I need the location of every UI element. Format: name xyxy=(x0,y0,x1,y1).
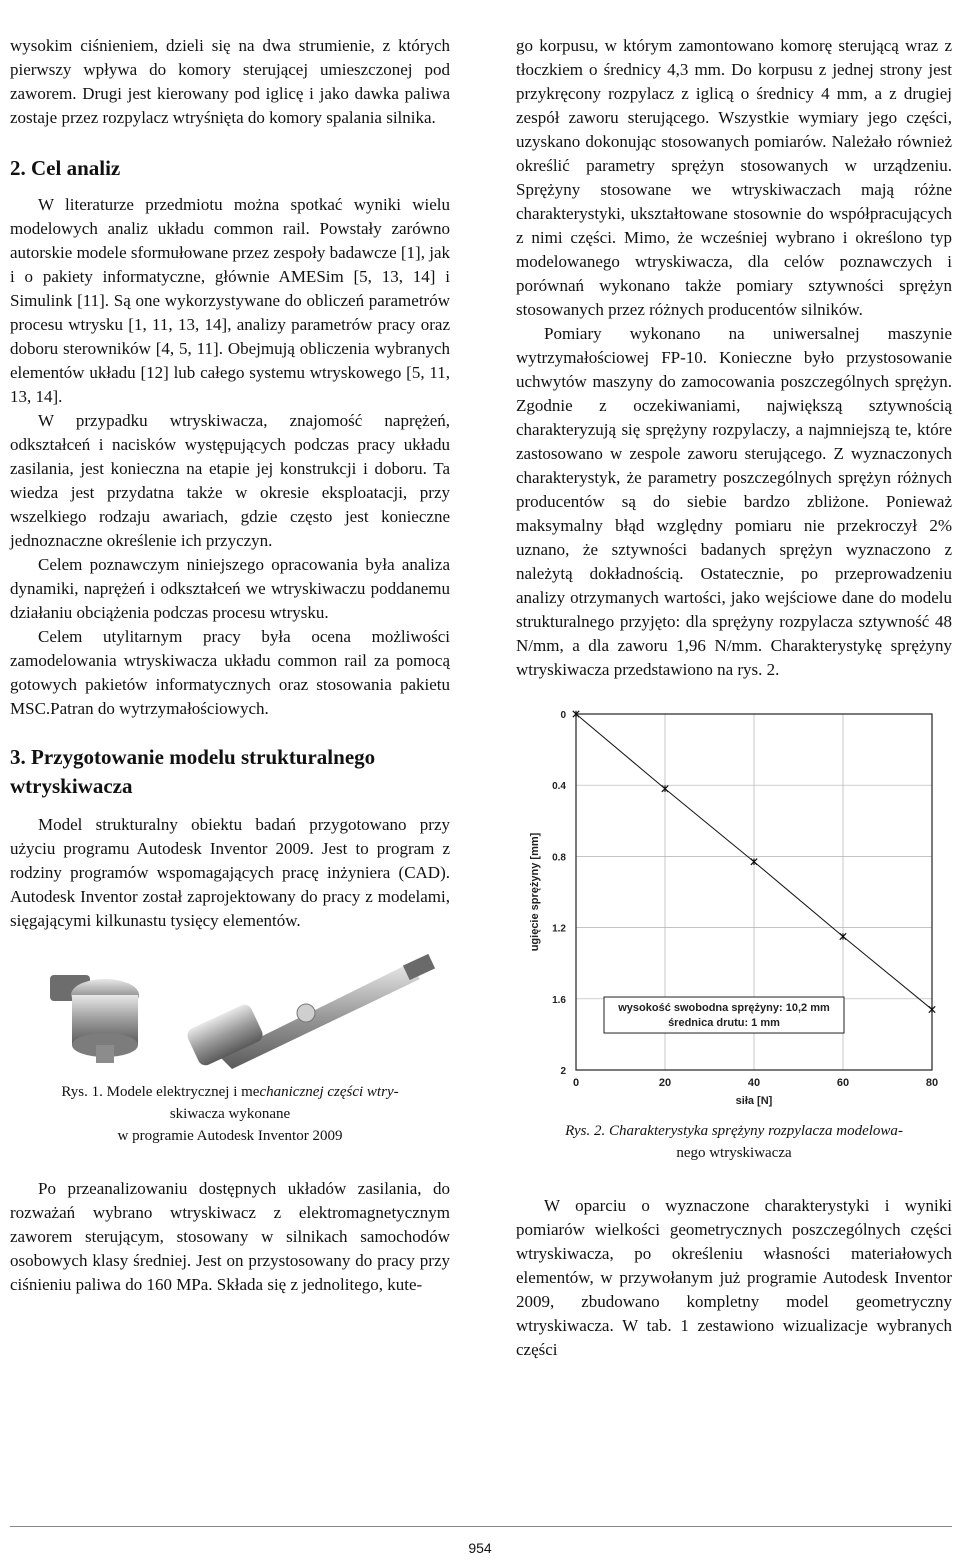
paragraph: Pomiary wykonano na uniwersalnej maszynie wytrzymałościowej FP-10. Konieczne było przystosowanie uchwytów maszyny do zamocowania poszczególnych sprężyn. Zgodnie z oczekiwaniami, największą sztywnością charakteryzują się sprężyny rozpylaczy, a najmniejszą te, które zastosowano w zespole zaworu sterującego. Z wyznaczonych charakterystyk, że parametry poszczególnych sprężyn różnych producentów są do siebie bardzo zbliżone. Ponieważ maksymalny błąd względny pomiaru nie przekroczył 2% uznano, że sztywności badanych sprężyn wyznaczono z należytą dokładnością. Ostatecznie, po przeprowadzeniu analizy otrzymanych wartości, jako wejściowe dane do modelu strukturalnego przyjęto: dla sprężyny rozpylacza sztywność 48 N/mm, a dla zaworu 1,96 N/mm. Charakterystykę sprężyny wtryskiwacza przedstawiono na rys. 2. xyxy=(516,324,952,679)
y-tick-label: 0 xyxy=(560,710,566,721)
y-tick-label: 1.6 xyxy=(552,994,566,1006)
data-point xyxy=(840,933,846,939)
data-point xyxy=(751,859,757,865)
figure-1-caption: Rys. 1. Modele elektrycznej i mechanicznej części wtry- skiwacza wykonane w programie Autodesk Inventor 2009 xyxy=(61,1084,399,1144)
page-number: 954 xyxy=(468,1540,492,1556)
injector-body-icon xyxy=(185,954,435,1069)
y-tick-label: 2 xyxy=(560,1066,566,1077)
y-tick-label: 0.8 xyxy=(552,852,566,864)
data-point xyxy=(662,786,668,792)
paragraph: Celem poznawczym niniejszego opracowania była analiza dynamiki, naprężeń i odkształceń we wtryskiwaczu poddanemu działaniu obciążenia podczas procesu wtrysku. xyxy=(10,555,450,622)
x-axis-label: siła [N] xyxy=(735,1095,773,1107)
caption-part: nego wtryskiwacza xyxy=(676,1145,792,1161)
x-tick-label: 80 xyxy=(925,1077,939,1089)
left-column xyxy=(10,34,450,1297)
caption-part: skiwacza wykonane xyxy=(169,1106,291,1122)
injector-models-figure xyxy=(10,945,450,1075)
x-tick-label: 20 xyxy=(658,1077,672,1089)
injector-models-image xyxy=(10,945,450,1075)
x-tick-label: 40 xyxy=(747,1077,761,1089)
right-column xyxy=(516,34,952,1362)
section-heading-2: 2. Cel analiz xyxy=(10,156,121,180)
y-tick-label: 1.2 xyxy=(552,923,566,935)
annotation-line-1: wysokość swobodna sprężyny: 10,2 mm xyxy=(618,1002,830,1015)
paragraph: Po przeanalizowaniu dostępnych układów zasilania, do rozważań wybrano wtryskiwacz z elektromagnetycznym zaworem sterującym, stosowany w silnikach samochodów osobowych klasy średniej. Jest on przystosowany do pracy przy ciśnieniu paliwa do 160 MPa. Składa się z jednolitego, kute- xyxy=(10,1179,450,1294)
paragraph: W przypadku wtryskiwacza, znajomość naprężeń, odkształceń i nacisków występujących podczas pracy układu zasilania, jest konieczna na etapie jej konstrukcji i doboru. Ta wiedza jest przydatna także w okresie eksploatacji, przy wszelkiego rodzaju awariach, gdzie często jest konieczne jednoznaczne określenie ich przyczyn. xyxy=(10,411,450,550)
paragraph: Model strukturalny obiektu badań przygotowano przy użyciu programu Autodesk Inventor 2009. Jest to program z rodziny programów wspomagających pracę inżyniera (CAD). Autodesk Inventor został zaprojektowany do pracy z modelami, sięgającymi kilkunastu tysięcy elementów. xyxy=(10,815,450,930)
caption-part: chanicznej części wtry xyxy=(259,1084,394,1100)
paragraph: go korpusu, w którym zamontowano komorę sterującą wraz z tłoczkiem o średnicy 4,3 mm. Do korpusu z jednej strony jest przykręcony rozpylacz z iglicą o średnicy 4 mm, a z drugiej zespół zaworu sterującego. Wszystkie wymiary jego części, uzyskano dokonując stosowanych pomiarów. Należało również określić parametry sprężyn stosowanych w urządzeniu. Sprężyny stosowane we wtryskiwaczach mają różne charakterystyki, ukształtowane stosownie do współpracujących z nimi części. Mimo, że wcześniej wybrano i określono typ modelowanego wtryskiwacza, dla celów poznawczych i porównań wykonano także pomiary sztywności sprężyn stosowanych przez różnych producentów silników. xyxy=(516,36,952,319)
caption-part: w programie Autodesk Inventor 2009 xyxy=(117,1128,343,1144)
spring-characteristic-chart xyxy=(516,696,952,1116)
figure-2-caption: Rys. 2. Charakterystyka sprężyny rozpylacza modelowa- nego wtryskiwacza xyxy=(565,1123,903,1161)
paragraph: wysokim ciśnieniem, dzieli się na dwa strumienie, z których pierwszy wpływa do komory sterującej umieszczonej pod zaworem. Drugi jest kierowany pod iglicę i jako dawka paliwa zostaje przez rozpylacz wtryśnięta do komory spalania silnika. xyxy=(10,36,450,127)
paragraph: Celem utylitarnym pracy była ocena możliwości zamodelowania wtryskiwacza układu common rail za pomocą gotowych pakietów informatycznych oraz stosowania pakietu MSC.Patran do wytrzymałościowych. xyxy=(10,627,450,718)
section-heading-3: 3. Przygotowanie modelu strukturalnego wtryskiwacza xyxy=(10,745,376,798)
paragraph: W oparciu o wyznaczone charakterystyki i wyniki pomiarów wielkości geometrycznych poszczególnych części wtryskiwacza, po określeniu własności materiałowych elementów, w przywołanym już programie Autodesk Inventor 2009, zbudowano kompletny model geometryczny wtryskiwacza. W tab. 1 zestawiono wizualizacje wybranych części xyxy=(516,1196,952,1359)
footer-divider xyxy=(10,1526,952,1527)
x-tick-label: 0 xyxy=(572,1077,580,1089)
annotation-line-2: średnica drutu: 1 mm xyxy=(668,1017,780,1030)
solenoid-part-icon xyxy=(50,975,139,1063)
chart-svg xyxy=(516,696,952,1116)
caption-part: Rys. 2. Charakterystyka sprężyny rozpylacza modelowa xyxy=(565,1123,898,1139)
y-tick-label: 0.4 xyxy=(552,781,566,793)
paragraph: W literaturze przedmiotu można spotkać wyniki wielu modelowych analiz układu common rail. Powstały zarówno autorskie modele sformułowane przez zespoły badawcze [1], jak i o pakiety informatyczne, głównie AMESim [5, 13, 14] i Simulink [11]. Są one wykorzystywane do obliczeń parametrów procesu wtrysku [1, 11, 13, 14], analizy parametrów pracy oraz doboru sterowników [4, 5, 11]. Obejmują obliczenia wybranych elementów układu [12] lub całego systemu wtryskowego [5, 11, 13, 14]. xyxy=(10,195,450,406)
caption-part: Rys. 1. Modele elektrycznej i me xyxy=(61,1084,260,1100)
y-axis-label: ugięcie sprężyny [mm] xyxy=(529,832,541,952)
x-tick-label: 60 xyxy=(836,1077,850,1089)
data-point xyxy=(929,1006,935,1012)
